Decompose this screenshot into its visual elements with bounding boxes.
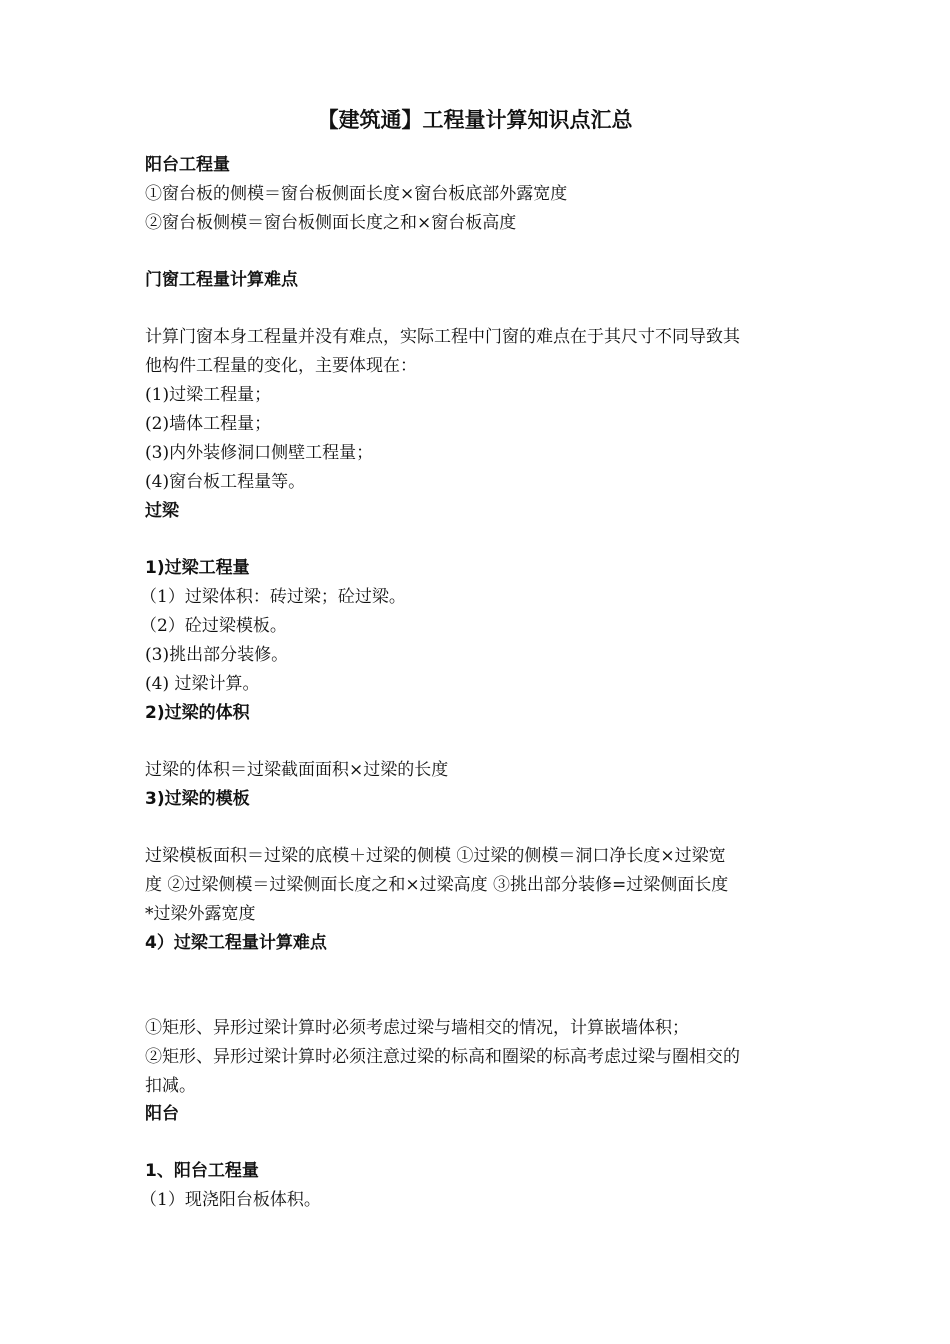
subheading-lintel-quantity: 1)过梁工程量 <box>145 558 250 578</box>
subheading-balcony-quantity: 1、阳台工程量 <box>145 1161 259 1181</box>
list-item: (4)窗台板工程量等。 <box>145 472 306 492</box>
list-item: (4) 过梁计算。 <box>145 674 260 694</box>
list-item: （1）过梁体积：砖过梁；砼过梁。 <box>140 587 406 607</box>
paragraph-line: ②矩形、异形过梁计算时必须注意过梁的标高和圈梁的标高考虑过梁与圈相交的 <box>145 1047 740 1067</box>
list-item: (1)过梁工程量； <box>145 385 272 405</box>
paragraph-line: 扣减。 <box>145 1076 196 1096</box>
section-heading-lintel: 过梁 <box>145 501 179 521</box>
section-heading-door-window: 门窗工程量计算难点 <box>145 270 298 290</box>
paragraph-line: 他构件工程量的变化，主要体现在： <box>145 356 417 376</box>
subheading-lintel-difficulty: 4）过梁工程量计算难点 <box>145 933 327 953</box>
paragraph-line: *过梁外露宽度 <box>145 904 256 924</box>
list-item: （2）砼过梁模板。 <box>140 616 287 636</box>
paragraph-line: ①矩形、异形过梁计算时必须考虑过梁与墙相交的情况，计算嵌墙体积； <box>145 1018 689 1038</box>
list-item: (3)内外装修洞口侧壁工程量； <box>145 443 374 463</box>
section-heading-balcony-quantity: 阳台工程量 <box>145 155 230 175</box>
section-heading-balcony: 阳台 <box>145 1104 179 1124</box>
paragraph-line: 计算门窗本身工程量并没有难点，实际工程中门窗的难点在于其尺寸不同导致其 <box>145 327 740 347</box>
subheading-lintel-formwork: 3)过梁的模板 <box>145 789 250 809</box>
list-item: (3)挑出部分装修。 <box>145 645 289 665</box>
list-item: （1）现浇阳台板体积。 <box>140 1190 321 1210</box>
formula-line: 过梁的体积＝过梁截面面积×过梁的长度 <box>145 760 449 780</box>
paragraph-line: 过梁模板面积＝过梁的底模＋过梁的侧模 ①过梁的侧模＝洞口净长度×过梁宽 <box>145 846 726 866</box>
list-item: (2)墙体工程量； <box>145 414 272 434</box>
paragraph-line: 度 ②过梁侧模＝过梁侧面长度之和×过梁高度 ③挑出部分装修=过梁侧面长度 <box>145 875 729 895</box>
subheading-lintel-volume: 2)过梁的体积 <box>145 703 250 723</box>
formula-line: ①窗台板的侧模＝窗台板侧面长度×窗台板底部外露宽度 <box>145 184 568 204</box>
document-title: 【建筑通】工程量计算知识点汇总 <box>317 108 633 132</box>
formula-line: ②窗台板侧模＝窗台板侧面长度之和×窗台板高度 <box>145 213 517 233</box>
